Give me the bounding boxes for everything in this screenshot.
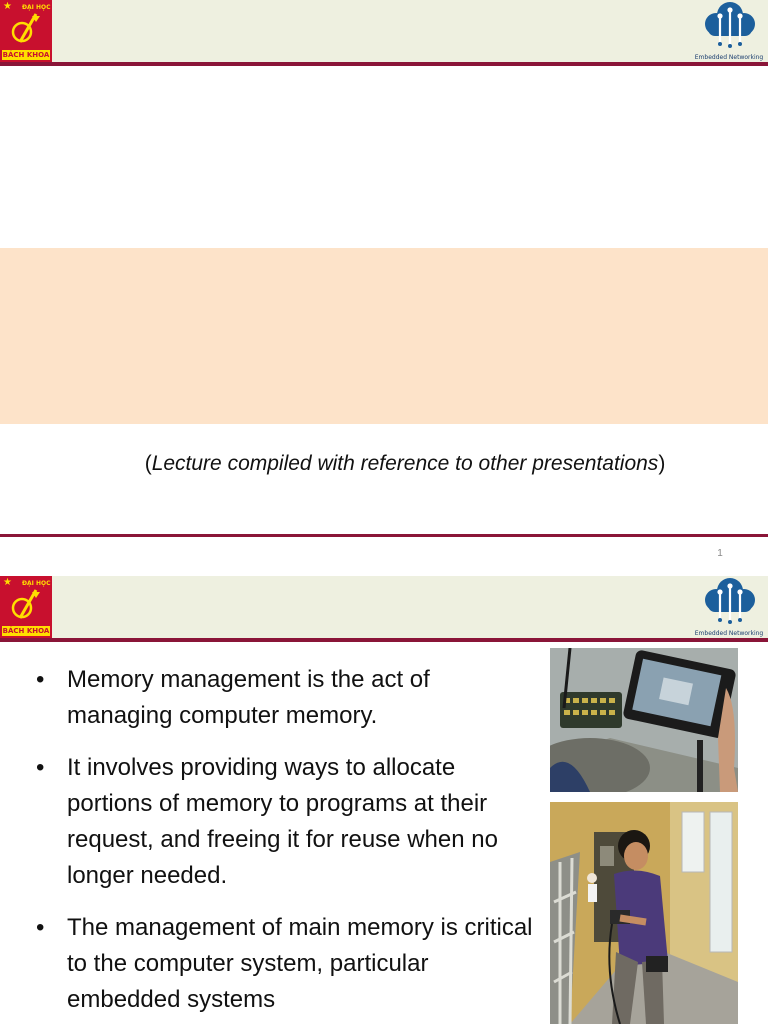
bullet-dot: • — [36, 666, 45, 693]
bullet-list — [36, 662, 536, 1024]
subtitle-open-paren: ( — [144, 452, 152, 475]
university-emblem-icon — [6, 588, 46, 622]
embedded-networking-text: Embedded Networking — [694, 54, 764, 61]
bullet-text: Memory management is the act of managing computer memory. — [67, 666, 430, 729]
title-band — [0, 248, 768, 424]
slide-number: 1 — [717, 548, 723, 559]
person-photo — [550, 802, 738, 1024]
bullet-text: The management of main memory is critical to the computer system, particular embedded systems — [67, 914, 533, 1013]
cloud-circuit-icon — [702, 578, 758, 626]
university-emblem-icon — [6, 12, 46, 46]
bullet-text: It involves providing ways to allocate portions of memory to programs at their request, and freeing it for reuse when no longer needed. — [67, 754, 498, 889]
cloud-circuit-icon — [702, 2, 758, 50]
slide-header — [0, 576, 768, 642]
bullet-dot: • — [36, 754, 45, 781]
star-icon: ★ — [3, 1, 12, 12]
bullet-item — [36, 750, 536, 894]
handheld-monitor-image — [550, 648, 738, 792]
university-logo-band: BÁCH KHOA — [2, 627, 50, 635]
bullet-item — [36, 662, 536, 734]
embedded-networking-logo — [694, 576, 764, 638]
bullet-item — [36, 910, 536, 1018]
university-logo — [0, 576, 52, 638]
slide-2 — [0, 576, 768, 1024]
slide-subtitle — [0, 452, 768, 476]
university-logo-band: BÁCH KHOA — [2, 51, 50, 59]
subtitle-text: Lecture compiled with reference to other presentations — [151, 452, 659, 475]
university-logo-top-text: ĐẠI HỌC — [22, 4, 51, 11]
embedded-networking-text: Embedded Networking — [694, 630, 764, 637]
embedded-networking-logo — [694, 0, 764, 62]
device-photo — [550, 648, 738, 792]
person-with-device-image — [550, 802, 738, 1024]
slide-header — [0, 0, 768, 66]
star-icon: ★ — [3, 577, 12, 588]
bottom-rule — [0, 534, 768, 537]
subtitle-close-paren: ) — [658, 452, 666, 475]
university-logo — [0, 0, 52, 62]
university-logo-top-text: ĐẠI HỌC — [22, 580, 51, 587]
bullet-dot: • — [36, 914, 45, 941]
